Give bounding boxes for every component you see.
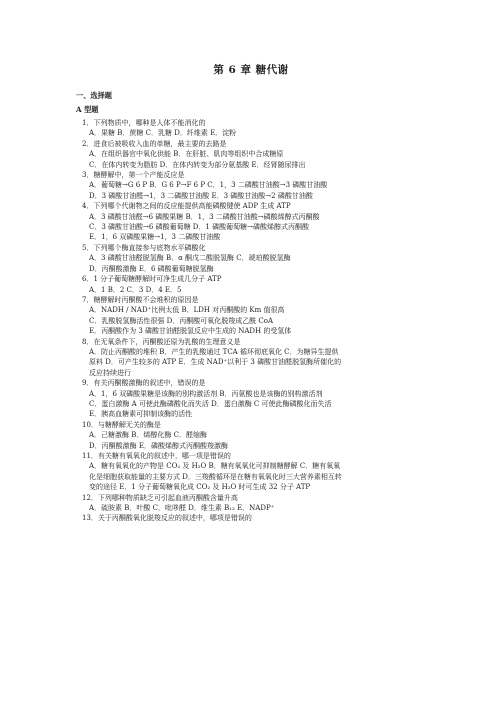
question-options-line: A．防止丙酮酸的堆积 B．产生的乳酸通过 TCA 循环彻底氧化 C．为糖异生提供 bbox=[89, 347, 339, 356]
question-options-line: A．在组织器官中氧化供能 B．在肝脏、肌肉等组织中合成糖原 bbox=[89, 150, 284, 159]
question-options-line: 反应持续进行 bbox=[89, 368, 131, 377]
question-item bbox=[76, 451, 426, 493]
question-options-line: D．丙酮酸激酶 E．磷酸烯醇式丙酮酸羧激酶 bbox=[89, 441, 228, 450]
question-item bbox=[76, 337, 426, 379]
question-item bbox=[76, 201, 426, 243]
question-options-line: E．胰高血糖素可抑制该酶的活性 bbox=[89, 410, 193, 419]
question-options-line: A．硫胺素 B．叶酸 C．吡哆醛 D．维生素 B₁₂ E．NADP⁺ bbox=[89, 504, 275, 513]
question-options-line: C．在体内转变为脂肪 D．在体内转变为部分氨基酸 E．经肾随尿排出 bbox=[89, 160, 306, 169]
question-options-line: C．蛋白激酶 A 可使此酶磷酸化而失活 D．蛋白激酶 C 可使此酶磷酸化而失活 bbox=[89, 399, 332, 408]
chapter-title: 第 6 章 糖代谢 bbox=[213, 64, 289, 76]
question-options-line: D．3 磷酸甘油醛→1，3 二磷酸甘油酸 E．3 磷酸甘油酸→2 磷酸甘油酸 bbox=[89, 191, 313, 200]
question-item bbox=[76, 513, 426, 523]
question-item bbox=[76, 274, 426, 295]
question-stem: 2．进食后被吸收入血的单糖，最主要的去路是 bbox=[82, 139, 227, 148]
question-options-line: 原料 D．可产生较多的 ATP E．生成 NAD⁺以利于 3 磷酸甘油醛脱氢酶所催化的 bbox=[89, 358, 342, 367]
question-stem: 4．下列哪个代谢物之间的反应能提供高能磷酸键使 ADP 生成 ATP bbox=[82, 202, 291, 211]
question-options-line: A．NADH / NAD⁺比例太低 B．LDH 对丙酮酸的 Km 值很高 bbox=[89, 306, 285, 315]
question-type-heading: A 型题 bbox=[76, 105, 99, 114]
question-options-line: A．1 B．2 C．3 D．4 E．5 bbox=[89, 285, 182, 294]
question-stem: 7．糖酵解时丙酮酸不会堆积的原因是 bbox=[82, 295, 199, 304]
question-item bbox=[76, 118, 426, 139]
question-stem: 3．糖酵解中，第一个产能反应是 bbox=[82, 171, 185, 180]
question-item bbox=[76, 295, 426, 337]
question-stem: 6．1 分子葡萄糖酵解时可净生成几分子 ATP bbox=[82, 275, 222, 284]
question-options-line: E．丙酮酸作为 3 磷酸甘油醛脱氢反应中生成的 NADH 的受氢体 bbox=[89, 327, 292, 336]
question-options-line: D．丙酮酸激酶 E．6 磷酸葡萄糖脱氢酶 bbox=[89, 264, 214, 273]
question-stem: 12．下列哪种物质缺乏可引起血液丙酮酸含量升高 bbox=[82, 493, 238, 502]
question-options-line: 化是细胞获取能量的主要方式 D．三羧酸循环是在糖有氧氧化时三大营养素相互转 bbox=[89, 472, 342, 481]
question-stem: 10．与糖酵解无关的酶是 bbox=[82, 420, 161, 429]
question-item bbox=[76, 378, 426, 420]
question-stem: 11．有关糖有氧氧化的叙述中，哪一项是错误的 bbox=[82, 452, 231, 460]
question-stem: 8．在无氧条件下，丙酮酸还原为乳酸的生理意义是 bbox=[82, 337, 241, 346]
question-stem: 13．关于丙酮酸氧化脱羧反应的叙述中，哪项是错误的 bbox=[82, 514, 252, 523]
question-stem: 5．下列哪个酶直接参与底物水平磷酸化 bbox=[82, 243, 206, 252]
question-options-line: E．1，6 双磷酸果糖→1，3 二磷酸甘油酸 bbox=[89, 233, 221, 242]
section-heading: 一、选择题 bbox=[76, 91, 112, 100]
question-item bbox=[76, 139, 426, 170]
question-options-line: A．果糖 B．蔗糖 C．乳糖 D．纤维素 E．淀粉 bbox=[89, 129, 237, 138]
question-list bbox=[76, 118, 426, 524]
question-options-line: 变的途径 E．1 分子葡萄糖氧化成 CO₂ 及 H₂O 时可生成 32 分子 ATP bbox=[89, 483, 311, 492]
question-item bbox=[76, 493, 426, 514]
question-item bbox=[76, 420, 426, 451]
question-options-line: A．1，6 双磷酸果糖是该酶的别构激活剂 B．丙氨酸也是该酶的别构激活剂 bbox=[89, 389, 323, 398]
question-stem: 9．有关丙酮酸激酶的叙述中，错误的是 bbox=[82, 379, 206, 388]
question-options-line: A．3 磷酸甘油醛脱氢酶 B．α 酮戊二酸脱氢酶 C．琥珀酸脱氢酶 bbox=[89, 254, 291, 263]
question-options-line: A．葡萄糖→G 6 P B．G 6 P→F 6 P C．1，3 二磷酸甘油酸→3 磷酸甘油酸 bbox=[89, 181, 328, 190]
question-options-line: A．3 磷酸甘油醛→6 磷酸果糖 B．1，3 二磷酸甘油酸→磷酸烯醇式丙酮酸 bbox=[89, 212, 320, 221]
question-options-line: C．3 磷酸甘油酸→6 磷酸葡萄糖 D．1 磷酸葡萄糖→磷酸烯醇式丙酮酸 bbox=[89, 223, 309, 232]
question-options-line: C．乳酸脱氢酶活性很强 D．丙酮酸可氧化脱羧成乙酰 CoA bbox=[89, 316, 274, 325]
question-item bbox=[76, 170, 426, 201]
question-item bbox=[76, 243, 426, 274]
question-options-line: A．己糖激酶 B．烯醇化酶 C．醛缩酶 bbox=[89, 431, 208, 440]
question-options-line: A．糖有氧氧化的产物是 CO₂ 及 H₂O B．糖有氧氧化可抑制糖酵解 C．糖有氧氧 bbox=[89, 462, 341, 471]
question-stem: 1．下列物质中，哪种是人体不能消化的 bbox=[82, 119, 206, 127]
